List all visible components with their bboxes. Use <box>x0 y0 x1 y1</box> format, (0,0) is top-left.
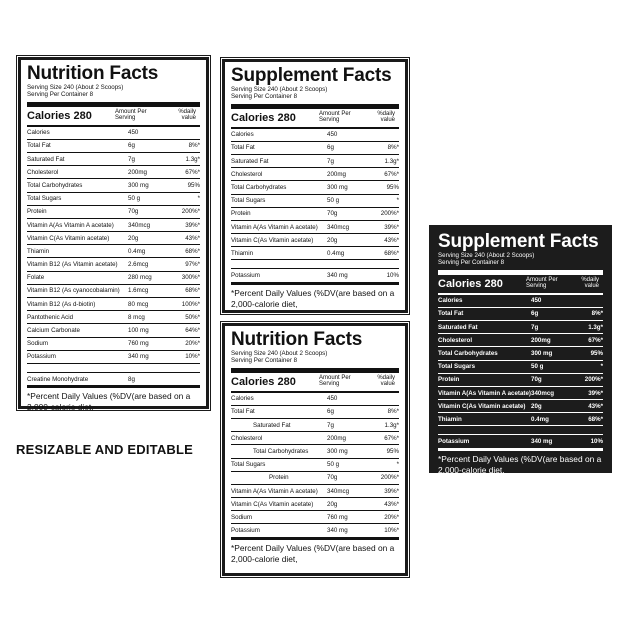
nutrient-amount: 340 mg <box>327 272 348 280</box>
supplement-facts-label-dark <box>429 225 612 473</box>
amount-per-serving-header: Amount Per Serving <box>115 108 147 122</box>
label-title: Nutrition Facts <box>27 63 159 84</box>
nutrient-name: Total Fat <box>27 142 51 150</box>
nutrient-name: Total Carbohydrates <box>438 349 498 357</box>
serving-size: Serving Size 240 (About 2 Scoops) <box>27 84 124 91</box>
nutrient-daily-value: 1.3g* <box>185 155 200 163</box>
supplement-facts-label-top <box>222 59 408 313</box>
nutrient-daily-value: 64%* <box>185 327 200 334</box>
nutrient-daily-value: 20%* <box>185 340 200 348</box>
nutrient-amount: 7g <box>128 155 135 163</box>
nutrient-daily-value: 8%* <box>387 408 399 416</box>
nutrient-row <box>438 387 603 400</box>
nutrient-row <box>27 153 200 166</box>
nutrient-name: Total Carbohydrates <box>231 183 287 191</box>
nutrient-row <box>27 311 200 324</box>
nutrient-name: Folate <box>27 274 45 282</box>
nutrient-name: Saturated Fat <box>27 155 65 163</box>
nutrient-row <box>438 308 603 321</box>
nutrient-amount: 7g <box>327 421 334 429</box>
nutrient-name: Vitamin B12 (As cyanocobalamin) <box>27 287 120 295</box>
servings-per-container: Serving Per Container 8 <box>231 93 298 101</box>
nutrient-row <box>231 195 399 208</box>
nutrient-name: Protein <box>231 210 251 218</box>
nutrient-row <box>438 361 603 374</box>
nutrient-name: Saturated Fat <box>438 323 478 331</box>
nutrient-daily-value: 20%* <box>384 513 399 521</box>
nutrient-amount: 7g <box>531 323 539 331</box>
nutrient-daily-value: * <box>197 195 200 203</box>
nutrient-name: Thiamin <box>438 415 462 423</box>
nutrient-row <box>27 193 200 206</box>
nutrient-amount: 300 mg <box>531 349 553 357</box>
nutrient-name: Vitamin B12 (As d-biotin) <box>27 300 96 308</box>
nutrient-name: Saturated Fat <box>253 421 291 429</box>
nutrient-daily-value: * <box>600 363 603 371</box>
nutrient-daily-value: 300%* <box>181 274 200 282</box>
nutrient-amount: 450 <box>531 297 542 305</box>
nutrient-row <box>27 140 200 153</box>
nutrient-amount: 7g <box>327 157 334 165</box>
nutrient-name: Creatine Monohydrate <box>27 375 89 383</box>
nutrient-row <box>231 181 399 194</box>
nutrient-name: Vitamin A(As Vitamin A acetate) <box>27 221 114 229</box>
nutrient-daily-value: 8%* <box>591 310 603 318</box>
nutrient-row <box>438 374 603 387</box>
nutrient-amount: 340 mg <box>327 527 348 535</box>
nutrient-name: Calcium Carbonate <box>27 327 80 334</box>
nutrient-name: Vitamin C(As Vitamin acetate) <box>231 236 314 244</box>
nutrient-amount: 760 mg <box>327 513 348 521</box>
nutrient-daily-value: 10%* <box>185 353 200 361</box>
servings-per-container: Serving Per Container 8 <box>231 357 298 365</box>
nutrient-amount: 20g <box>327 236 338 244</box>
nutrient-name: Vitamin A(As Vitamin A acetate) <box>231 223 318 231</box>
nutrient-daily-value: 200%* <box>380 474 399 482</box>
nutrient-row <box>27 166 200 179</box>
nutrient-row <box>438 321 603 334</box>
amount-per-serving-header: Amount Per Serving <box>319 110 351 124</box>
nutrient-daily-value: 68%* <box>588 415 603 423</box>
nutrient-name: Cholesterol <box>231 170 263 178</box>
nutrient-name: Total Sugars <box>438 363 476 371</box>
nutrient-daily-value: 1.3g* <box>384 421 399 429</box>
nutrient-name: Calories <box>438 297 463 305</box>
nutrient-daily-value: 95% <box>187 181 200 189</box>
nutrient-row <box>231 247 399 260</box>
nutrient-row <box>231 511 399 524</box>
nutrient-daily-value: 43%* <box>185 234 200 242</box>
nutrient-daily-value: 1.3g* <box>384 157 399 165</box>
calories-header-row <box>231 109 399 129</box>
nutrient-amount: 200mg <box>327 170 346 178</box>
nutrient-row <box>438 400 603 413</box>
caption-text: RESIZABLE AND EDITABLE <box>16 442 194 457</box>
nutrient-row <box>231 142 399 155</box>
nutrient-daily-value: 39%* <box>185 221 200 229</box>
nutrient-name: Total Sugars <box>27 195 62 203</box>
nutrient-row <box>231 524 399 537</box>
nutrient-amount: 70g <box>327 474 338 482</box>
nutrient-amount: 80 mcg <box>128 300 149 308</box>
nutrient-amount: 100 mg <box>128 327 149 334</box>
footnote: *Percent Daily Values (%DV(are based on a 2,000-calorie diet, <box>231 538 399 565</box>
nutrient-row <box>231 155 399 168</box>
nutrient-amount: 450 <box>128 129 139 137</box>
nutrient-name: Vitamin C(As Vitamin acetate) <box>231 500 314 508</box>
nutrient-amount: 200mg <box>327 434 346 442</box>
nutrient-daily-value: 95% <box>590 349 603 357</box>
nutrient-amount: 70g <box>531 376 542 384</box>
nutrient-row <box>27 298 200 311</box>
nutrient-row <box>27 245 200 258</box>
nutrient-name: Cholesterol <box>27 168 59 176</box>
nutrient-row <box>27 206 200 219</box>
nutrient-daily-value: 95% <box>386 183 399 191</box>
nutrient-name: Potassium <box>231 272 260 280</box>
nutrient-amount: 20g <box>531 402 542 410</box>
nutrient-amount: 340mcg <box>327 487 350 495</box>
nutrient-daily-value: 43%* <box>384 236 399 244</box>
nutrient-amount: 70g <box>327 210 338 218</box>
nutrient-row <box>438 334 603 347</box>
nutrient-row <box>231 498 399 511</box>
nutrient-amount: 280 mcg <box>128 274 152 282</box>
nutrient-row <box>231 432 399 445</box>
label-title: Supplement Facts <box>231 65 392 86</box>
nutrient-daily-value: 200%* <box>584 376 603 384</box>
nutrient-row <box>231 168 399 181</box>
servings-per-container: Serving Per Container 8 <box>27 91 94 99</box>
nutrient-row <box>27 373 200 386</box>
nutrient-row <box>231 221 399 234</box>
footnote: *Percent Daily Values (%DV(are based on a 2,000-calorie diet, <box>438 449 603 476</box>
nutrition-facts-label-bottom <box>222 323 408 576</box>
nutrient-name: Thiamin <box>27 247 50 255</box>
nutrient-name: Cholesterol <box>438 336 473 344</box>
nutrient-name: Sodium <box>231 513 252 521</box>
nutrient-amount: 200mg <box>531 336 551 344</box>
nutrient-amount: 50 g <box>531 363 544 371</box>
row-spacer <box>231 260 399 269</box>
nutrient-amount: 1.6mcg <box>128 287 149 295</box>
nutrient-amount: 340 mg <box>128 353 149 361</box>
nutrient-daily-value: 67%* <box>588 336 603 344</box>
serving-size: Serving Size 240 (About 2 Scoops) <box>231 350 328 357</box>
nutrient-daily-value: 200%* <box>380 210 399 218</box>
nutrient-amount: 760 mg <box>128 340 149 348</box>
nutrient-row <box>231 208 399 221</box>
nutrient-name: Saturated Fat <box>231 157 269 165</box>
nutrient-daily-value: 68%* <box>384 249 399 257</box>
nutrient-daily-value: 8%* <box>188 142 200 150</box>
calories-label: Calories 280 <box>27 109 92 122</box>
daily-value-header: %daily value <box>377 110 395 124</box>
daily-value-header: %daily value <box>377 374 395 388</box>
nutrient-row <box>231 129 399 142</box>
calories-label: Calories 280 <box>231 111 296 124</box>
nutrient-amount: 50 g <box>327 461 340 469</box>
nutrient-row <box>27 127 200 140</box>
nutrient-name: Cholesterol <box>231 434 263 442</box>
nutrient-amount: 70g <box>128 208 139 216</box>
nutrient-amount: 300 mg <box>327 183 348 191</box>
nutrient-amount: 6g <box>327 408 334 416</box>
nutrient-daily-value: 95% <box>386 447 399 455</box>
nutrient-row <box>231 445 399 458</box>
nutrient-name: Vitamin A(As Vitamin A acetate) <box>231 487 318 495</box>
nutrient-row <box>27 338 200 351</box>
nutrient-amount: 450 <box>327 395 338 403</box>
nutrient-daily-value: 50%* <box>185 313 200 321</box>
amount-per-serving-header: Amount Per Serving <box>319 374 351 388</box>
nutrient-daily-value: 8%* <box>387 144 399 152</box>
nutrient-amount: 0.4mg <box>531 415 549 423</box>
nutrient-row <box>231 459 399 472</box>
nutrient-daily-value: 67%* <box>384 434 399 442</box>
nutrient-row <box>438 347 603 360</box>
nutrient-amount: 340mcg <box>531 389 555 397</box>
nutrient-row <box>231 393 399 406</box>
nutrient-name: Vitamin C(As Vitamin acetate) <box>27 234 110 242</box>
nutrient-row <box>27 324 200 337</box>
nutrient-amount: 340mcg <box>128 221 151 229</box>
serving-size: Serving Size 240 (About 2 Scoops) <box>438 252 535 259</box>
calories-header-row <box>231 373 399 393</box>
nutrient-daily-value: 10% <box>386 272 399 280</box>
nutrient-amount: 200mg <box>128 168 147 176</box>
calories-header-row <box>27 107 200 127</box>
calories-header-row <box>438 275 603 295</box>
nutrient-amount: 2.6mcg <box>128 261 149 269</box>
nutrient-name: Vitamin A(As Vitamin A acetate) <box>438 389 531 397</box>
nutrient-daily-value: 67%* <box>185 168 200 176</box>
nutrient-row <box>231 269 399 282</box>
servings-per-container: Serving Per Container 8 <box>438 259 505 267</box>
nutrient-name: Total Carbohydrates <box>253 447 309 455</box>
nutrient-name: Thiamin <box>231 249 254 257</box>
nutrient-amount: 50 g <box>327 197 340 205</box>
nutrient-daily-value: 10%* <box>384 527 399 535</box>
nutrient-daily-value: 200%* <box>181 208 200 216</box>
row-spacer <box>27 364 200 373</box>
nutrient-amount: 300 mg <box>128 181 149 189</box>
nutrient-name: Total Sugars <box>231 197 266 205</box>
nutrient-amount: 20g <box>327 500 338 508</box>
nutrient-name: Total Fat <box>438 310 464 318</box>
nutrient-amount: 6g <box>327 144 334 152</box>
nutrient-name: Total Fat <box>231 408 255 416</box>
nutrient-row <box>438 413 603 426</box>
nutrient-amount: 0.4mg <box>128 247 146 255</box>
nutrient-daily-value: 43%* <box>384 500 399 508</box>
nutrient-name: Potassium <box>438 438 470 446</box>
nutrient-name: Pantothenic Acid <box>27 313 74 321</box>
nutrient-amount: 8 mcg <box>128 313 145 321</box>
nutrient-name: Total Fat <box>231 144 255 152</box>
daily-value-header: %daily value <box>581 276 599 290</box>
nutrient-daily-value: 68%* <box>185 287 200 295</box>
nutrient-row <box>231 406 399 419</box>
nutrient-row <box>231 485 399 498</box>
nutrient-daily-value: 97%* <box>185 261 200 269</box>
nutrient-row <box>27 351 200 364</box>
nutrient-daily-value: 39%* <box>384 223 399 231</box>
nutrient-name: Vitamin C(As Vitamin acetate) <box>438 402 526 410</box>
nutrient-row <box>27 219 200 232</box>
nutrient-name: Total Carbohydrates <box>27 181 83 189</box>
nutrient-row <box>438 435 603 448</box>
nutrient-daily-value: 1.3g* <box>588 323 603 331</box>
nutrient-row <box>438 295 603 308</box>
calories-label: Calories 280 <box>438 277 503 290</box>
nutrient-amount: 340mcg <box>327 223 350 231</box>
nutrient-daily-value: 43%* <box>588 402 603 410</box>
nutrition-facts-label-large <box>18 57 209 413</box>
nutrient-name: Protein <box>27 208 47 216</box>
nutrient-row <box>27 258 200 271</box>
nutrient-amount: 50 g <box>128 195 141 203</box>
row-spacer <box>438 426 603 435</box>
nutrient-daily-value: 39%* <box>384 487 399 495</box>
nutrient-row <box>231 472 399 485</box>
nutrient-amount: 340 mg <box>531 438 553 446</box>
nutrient-row <box>27 272 200 285</box>
nutrient-name: Potassium <box>231 527 260 535</box>
nutrient-amount: 450 <box>327 131 338 139</box>
nutrient-name: Calories <box>231 395 254 403</box>
nutrient-daily-value: 10% <box>590 438 603 446</box>
label-title: Nutrition Facts <box>231 329 363 350</box>
nutrient-amount: 20g <box>128 234 139 242</box>
calories-label: Calories 280 <box>231 375 296 388</box>
serving-size: Serving Size 240 (About 2 Scoops) <box>231 86 328 93</box>
nutrient-name: Vitamin B12 (As Vitamin acetate) <box>27 261 118 269</box>
nutrient-name: Calories <box>27 129 50 137</box>
nutrient-row <box>27 285 200 298</box>
nutrient-name: Sodium <box>27 340 48 348</box>
nutrient-daily-value: 68%* <box>185 247 200 255</box>
nutrient-amount: 6g <box>531 310 539 318</box>
nutrient-row <box>231 419 399 432</box>
nutrient-row <box>231 234 399 247</box>
nutrient-name: Total Sugars <box>231 461 266 469</box>
nutrient-amount: 300 mg <box>327 447 348 455</box>
nutrient-daily-value: 39%* <box>588 389 603 397</box>
nutrient-name: Protein <box>438 376 460 384</box>
nutrient-daily-value: * <box>396 461 399 469</box>
nutrient-daily-value: 100%* <box>181 300 200 308</box>
nutrient-name: Protein <box>269 474 289 482</box>
nutrient-row <box>27 232 200 245</box>
nutrient-amount: 0.4mg <box>327 249 345 257</box>
nutrient-daily-value: * <box>396 197 399 205</box>
nutrient-name: Calories <box>231 131 254 139</box>
nutrient-amount: 8g <box>128 375 135 383</box>
nutrient-name: Potassium <box>27 353 56 361</box>
nutrient-daily-value: 67%* <box>384 170 399 178</box>
footnote: *Percent Daily Values (%DV(are based on a 2,000-calorie diet, <box>231 283 399 310</box>
nutrient-row <box>27 179 200 192</box>
daily-value-header: %daily value <box>178 108 196 122</box>
nutrient-amount: 6g <box>128 142 135 150</box>
amount-per-serving-header: Amount Per Serving <box>526 276 558 290</box>
label-title: Supplement Facts <box>438 231 599 252</box>
footnote: *Percent Daily Values (%DV(are based on a 2,000-calorie diet, <box>27 386 200 413</box>
